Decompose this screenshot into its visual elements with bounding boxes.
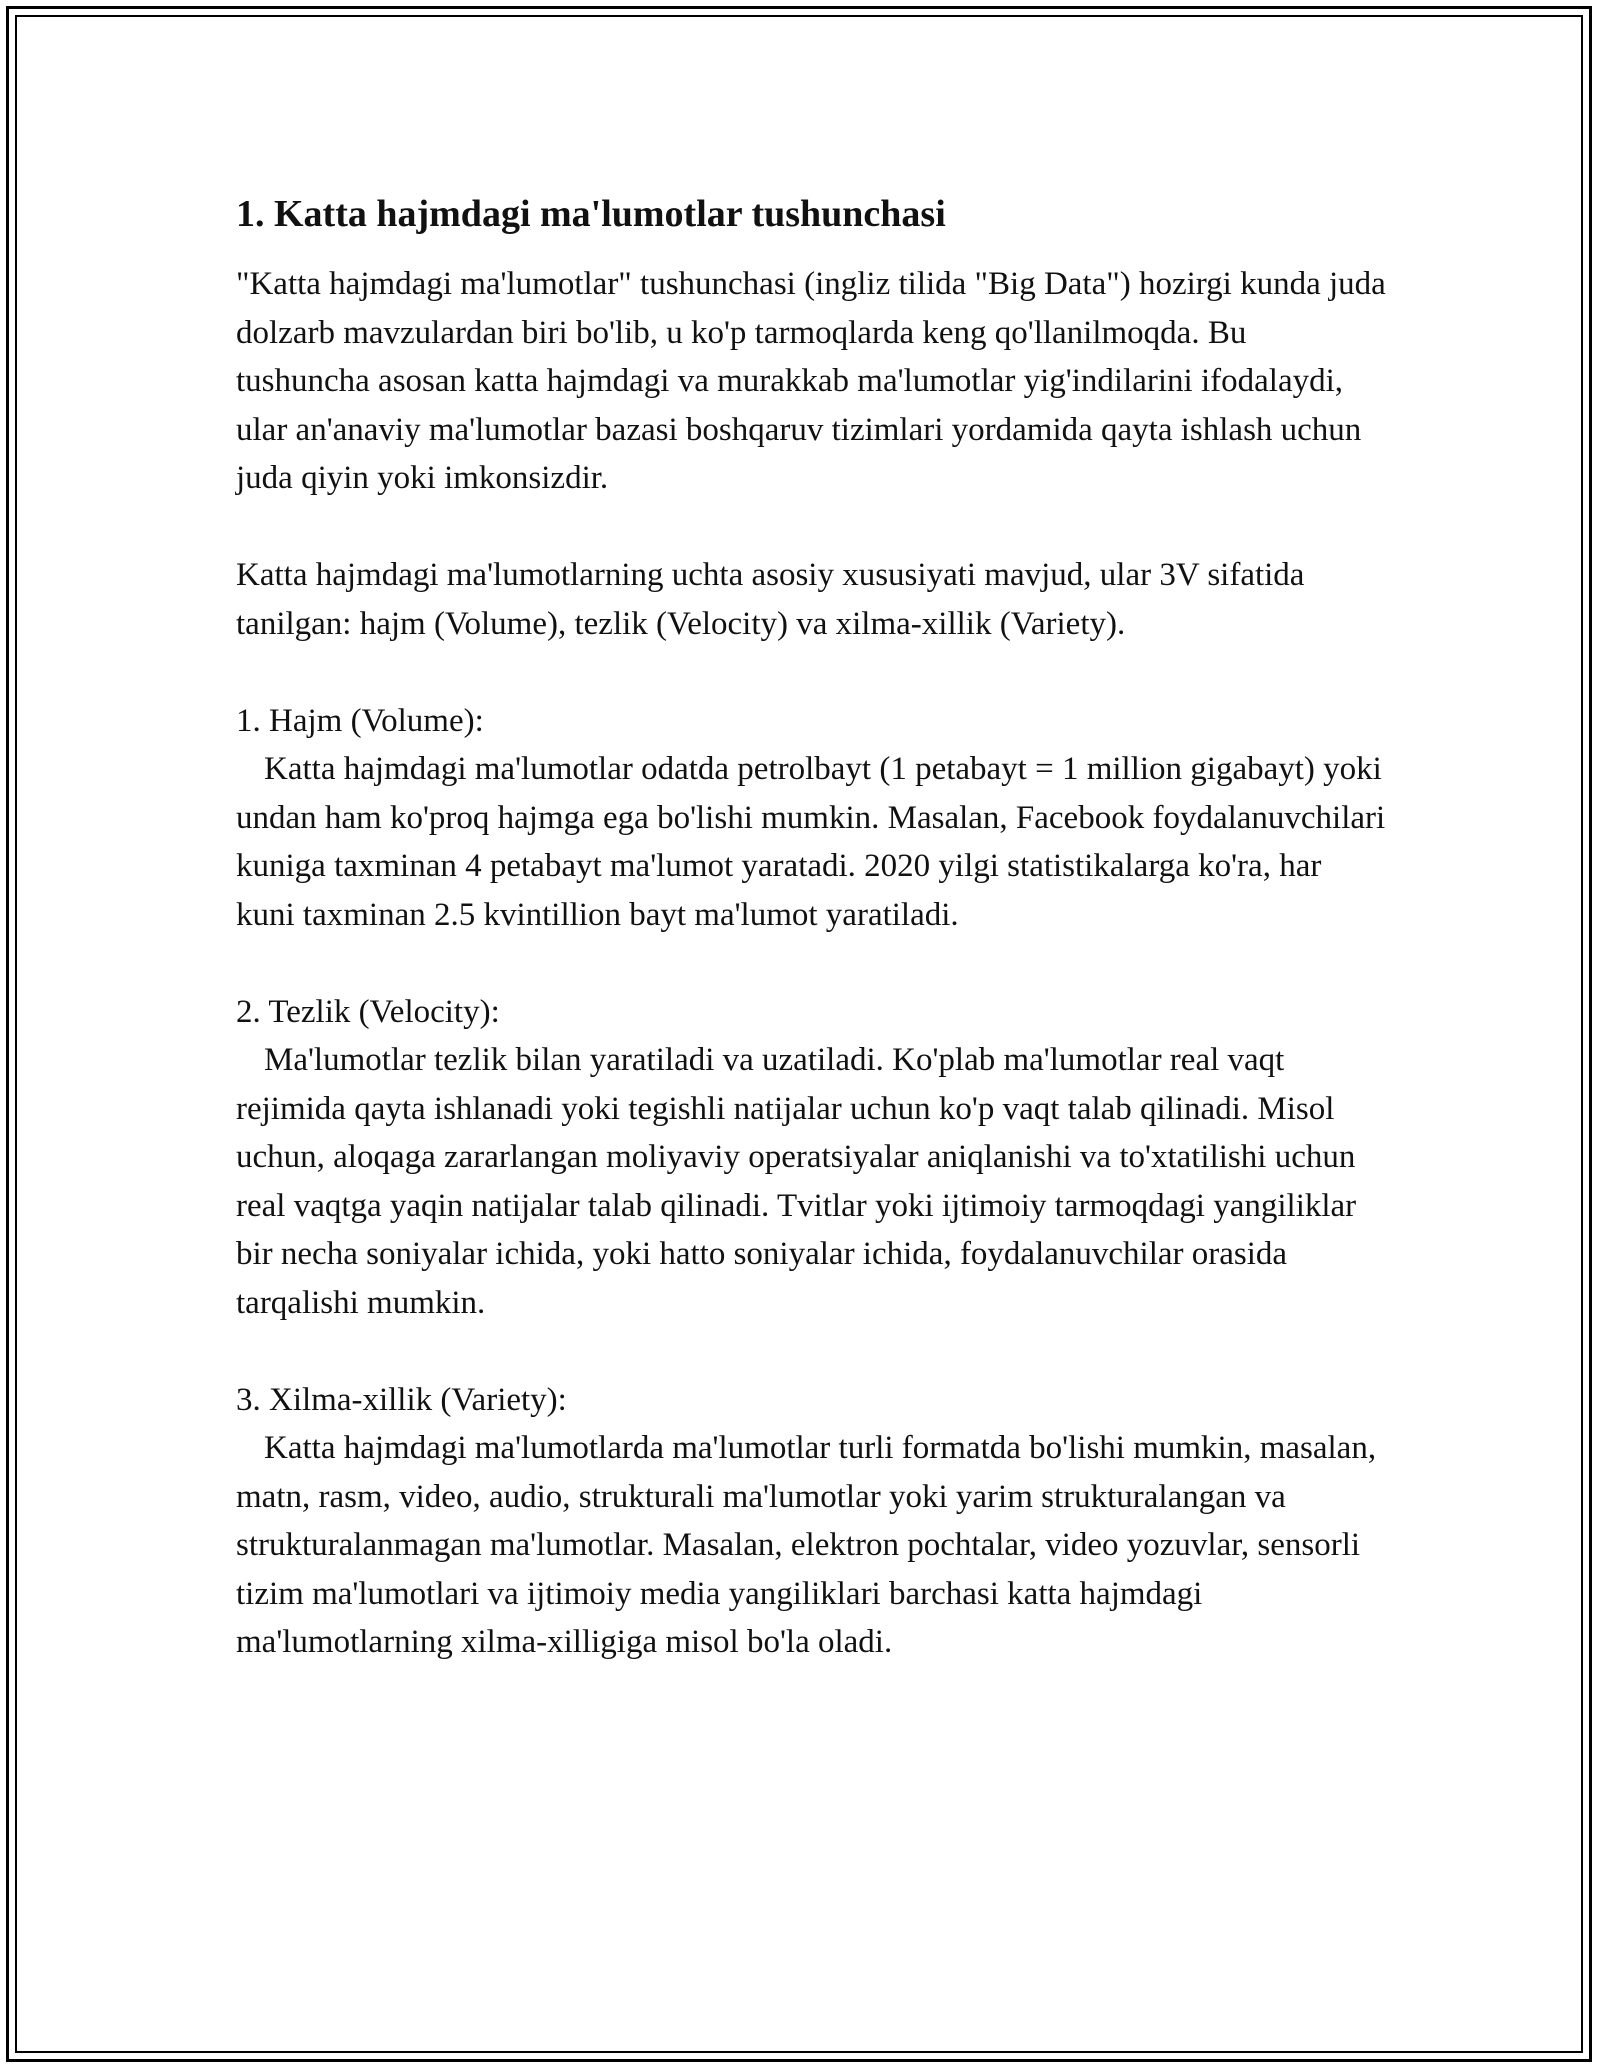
paragraph-gap <box>236 939 1386 988</box>
section-heading: 3. Xilma-xillik (Variety): <box>236 1381 567 1418</box>
section-body: Ma'lumotlar tezlik bilan yaratiladi va uzatiladi. Ko'plab ma'lumotlar real vaqt rejimida qayta ishlanadi yoki tegishli natijalar uchun ko'p vaqt talab qilinadi. Misol uchun, aloqaga zararlangan moliyaviy operatsiyalar aniqlanishi va to'xtatilishi uchun real vaqtga yaqin natijalar talab qilinadi. Tvitlar yoki ijtimoiy tarmoqdagi yangiliklar bir necha soniyalar ichida, yoki hatto soniyalar ichida, foydalanuvchilar orasida tarqalishi mumkin. <box>236 1042 1365 1321</box>
paragraph-gap <box>236 1327 1386 1376</box>
section-velocity <box>236 988 1386 1328</box>
document-page <box>236 190 1395 1667</box>
paragraph-gap <box>236 648 1386 697</box>
section-body: Katta hajmdagi ma'lumotlar odatda petrolbayt (1 petabayt = 1 million gigabayt) yoki undan ham ko'proq hajmga ega bo'lishi mumkin. Masalan, Facebook foydalanuvchilari kuniga taxminan 4 petabayt ma'lumot yaratadi. 2020 yilgi statistikalarga ko'ra, har kuni taxminan 2.5 kvintillion bayt ma'lumot yaratiladi. <box>236 751 1394 933</box>
section-volume <box>236 697 1394 940</box>
document-title: 1. Katta hajmdagi ma'lumotlar tushunchasi <box>236 193 946 235</box>
section-variety <box>236 1376 1386 1667</box>
summary-paragraph: Katta hajmdagi ma'lumotlarning uchta asosiy xususiyati mavjud, ular 3V sifatida tanilgan: hajm (Volume), tezlik (Velocity) va xilma-xillik (Variety). <box>236 557 1313 642</box>
section-body: Katta hajmdagi ma'lumotlarda ma'lumotlar turli formatda bo'lishi mumkin, masalan, matn, rasm, video, audio, strukturali ma'lumotlar yoki yarim strukturalangan va strukturalanmagan ma'lumotlar. Masalan, elektron pochtalar, video yozuvlar, sensorli tizim ma'lumotlari va ijtimoiy media yangiliklari barchasi katta hajmdagi ma'lumotlarning xilma-xilligiga misol bo'la oladi. <box>236 1430 1385 1660</box>
paragraph-gap <box>236 503 1386 552</box>
section-heading: 2. Tezlik (Velocity): <box>236 993 500 1030</box>
intro-paragraph: "Katta hajmdagi ma'lumotlar" tushunchasi (ingliz tilida "Big Data") hozirgi kunda juda dolzarb mavzulardan biri bo'lib, u ko'p tarmoqlarda keng qo'llanilmoqda. Bu tushuncha asosan katta hajmdagi va murakkab ma'lumotlar yig'indilarini ifodalaydi, ular an'anaviy ma'lumotlar bazasi boshqaruv tizimlari yordamida qayta ishlash uchun juda qiyin yoki imkonsizdir. <box>236 266 1395 496</box>
section-heading: 1. Hajm (Volume): <box>236 702 484 739</box>
